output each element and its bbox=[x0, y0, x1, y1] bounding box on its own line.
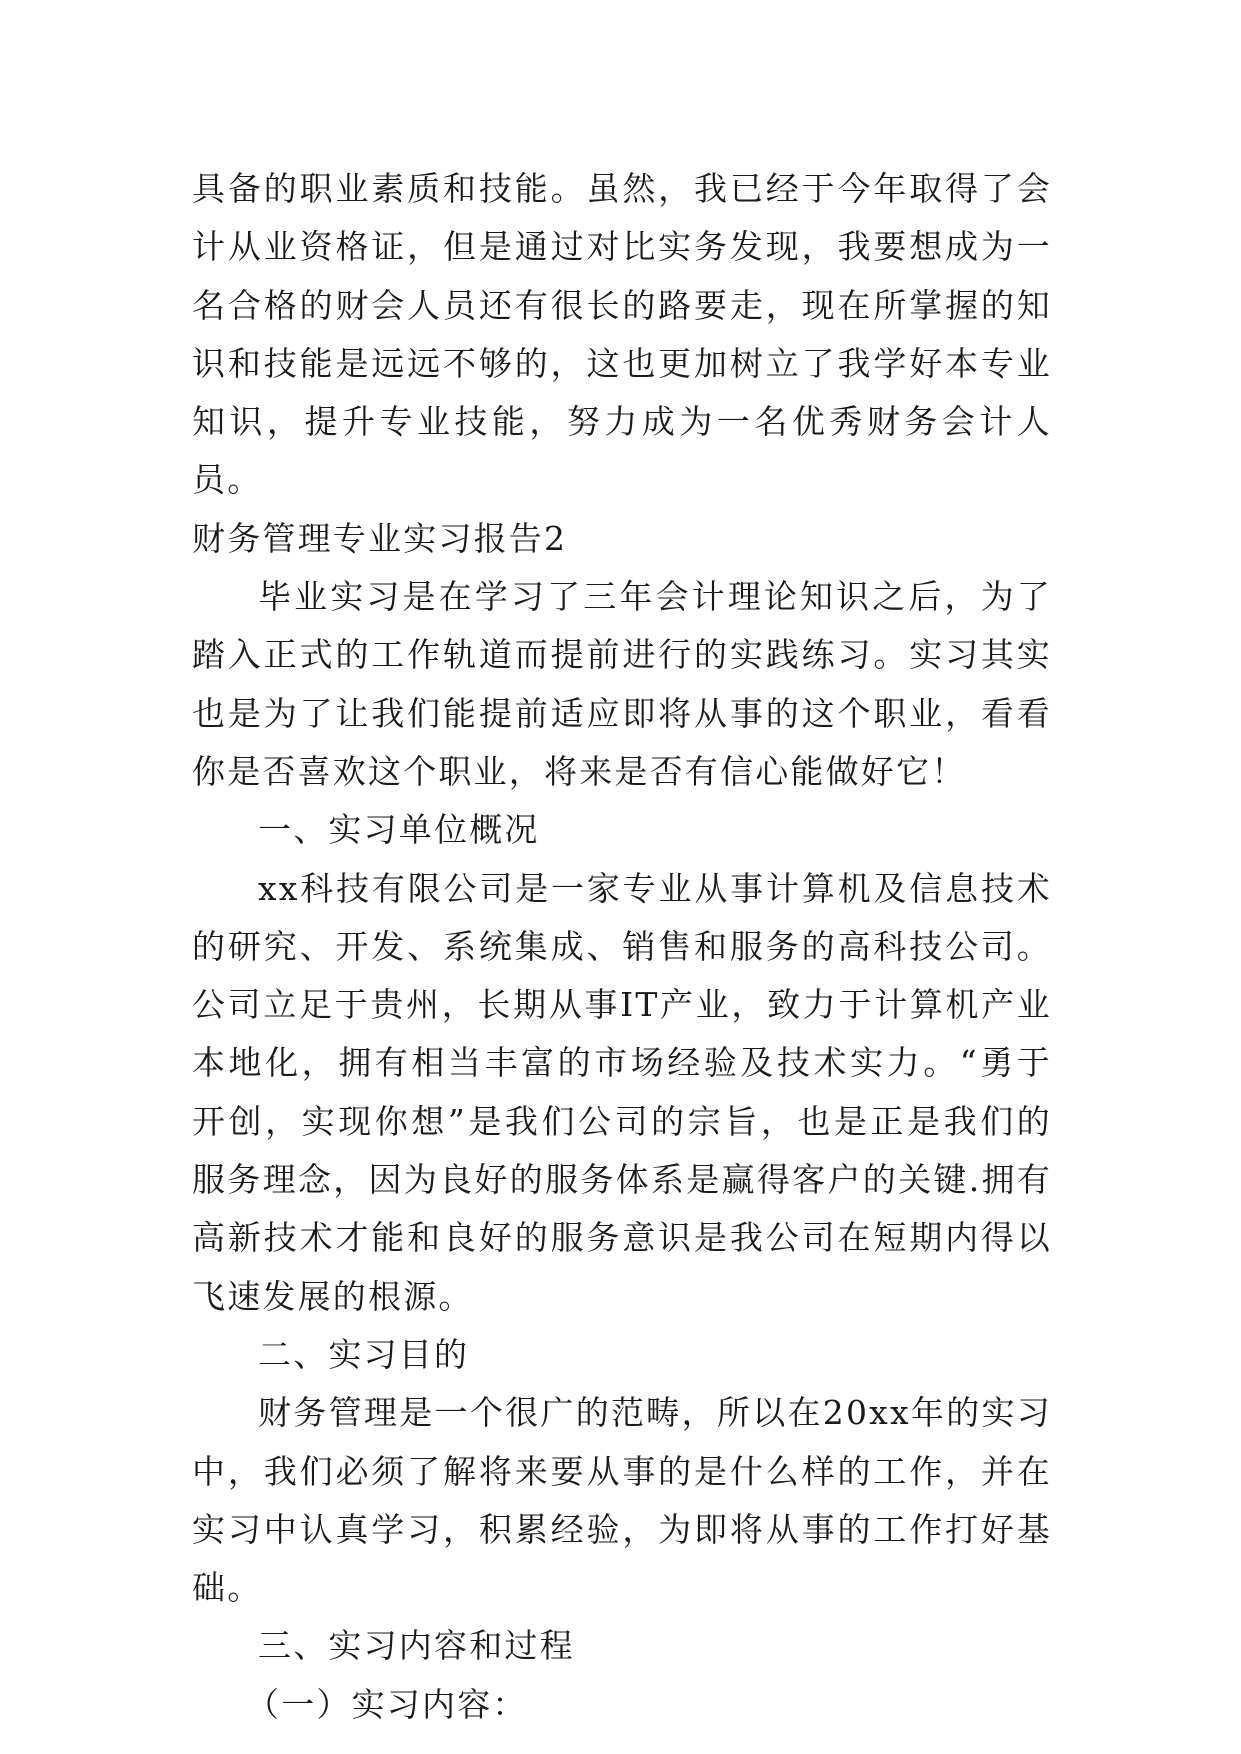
section-heading-content-and-process: 三、实习内容和过程 bbox=[258, 1626, 575, 1666]
document-body bbox=[192, 160, 1052, 1734]
paragraph-professional-skills: 具备的职业素质和技能。虽然，我已经于今年取得了会计从业资格证，但是通过对比实务发现，我要想成为一名合格的财会人员还有很长的路要走，现在所掌握的知识和技能是远远不够的，这也更加树立了我学好本专业知识，提升专业技能，努力成为一名优秀财务会计人员。 bbox=[192, 169, 1052, 500]
paragraph-internship-intro: 毕业实习是在学习了三年会计理论知识之后，为了踏入正式的工作轨道而提前进行的实践练习。实习其实也是为了让我们能提前适应即将从事的这个职业，看看你是否喜欢这个职业，将来是否有信心能做好它！ bbox=[192, 577, 1052, 791]
section-heading-internship-purpose: 二、实习目的 bbox=[258, 1334, 470, 1374]
subsection-heading-internship-content: （一）实习内容： bbox=[246, 1684, 528, 1724]
report-title: 财务管理专业实习报告2 bbox=[192, 518, 568, 558]
section-heading-company-overview: 一、实习单位概况 bbox=[258, 810, 540, 850]
paragraph-internship-purpose: 财务管理是一个很广的范畴，所以在20xx年的实习中，我们必须了解将来要从事的是什么样的工作，并在实习中认真学习，积累经验，为即将从事的工作打好基础。 bbox=[192, 1393, 1052, 1608]
paragraph-company-overview: xx科技有限公司是一家专业从事计算机及信息技术的研究、开发、系统集成、销售和服务的高科技公司。公司立足于贵州，长期从事IT产业，致力于计算机产业本地化，拥有相当丰富的市场经验及技术实力。“勇于开创，实现你想”是我们公司的宗旨，也是正是我们的服务理念，因为良好的服务体系是赢得客户的关键.拥有高新技术才能和良好的服务意识是我公司在短期内得以飞速发展的根源。 bbox=[192, 868, 1052, 1316]
